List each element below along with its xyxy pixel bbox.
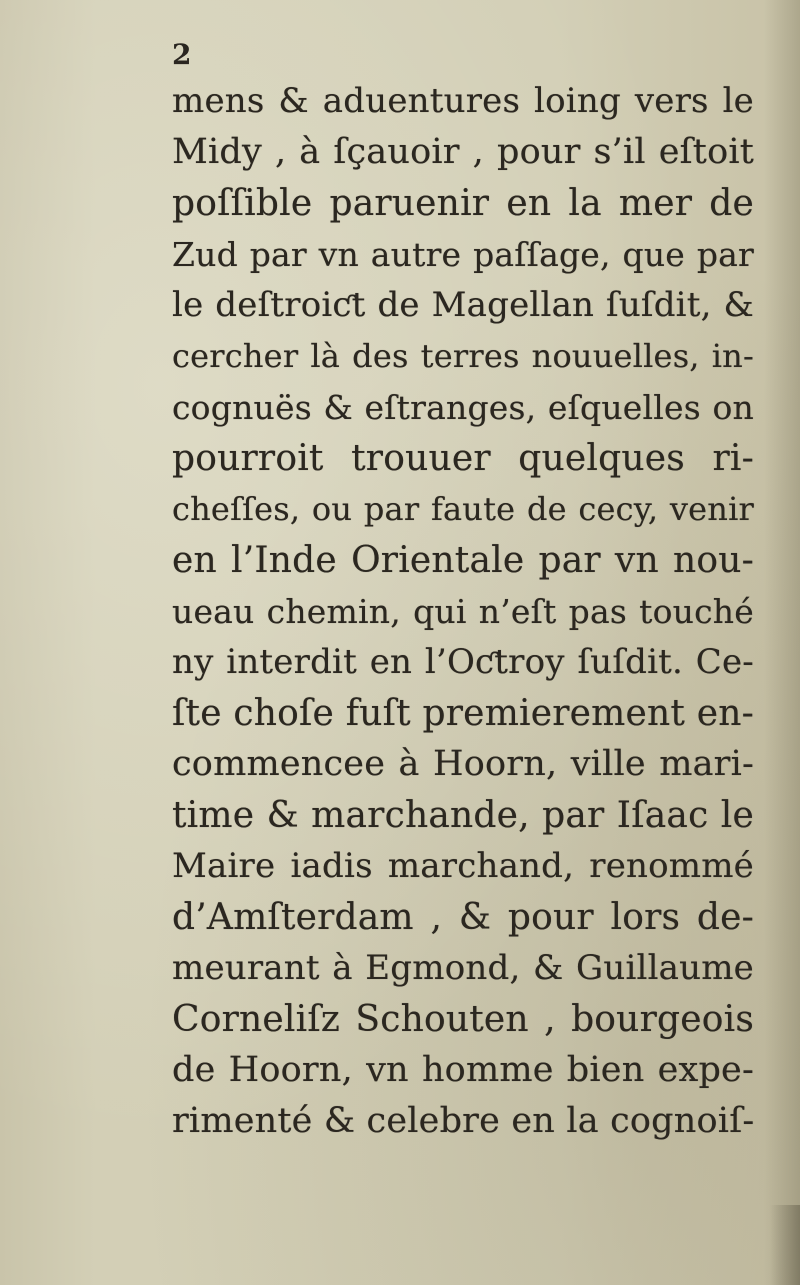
page-edge-shadow — [764, 0, 800, 1285]
body-text — [172, 76, 754, 1147]
text-line: commencee à Hoorn, ville mari- — [172, 744, 754, 784]
text-line: rimenté & celebre en la cognoiſ- — [172, 1101, 755, 1141]
text-line: poſſible paruenir en la mer de — [172, 183, 754, 224]
text-line: time & marchande, par Iſaac le — [172, 795, 754, 836]
text-line: en l’Inde Orientale par vn nou- — [172, 540, 754, 581]
text-line: cercher là des terres nouuelles, in- — [172, 337, 754, 375]
page-corner-shadow — [770, 1205, 800, 1285]
text-line: ny interdit en l’Oƈtroy ſuſdit. Ce- — [172, 642, 754, 682]
text-line: meurant à Egmond, & Guillaume — [172, 948, 754, 988]
page-number: 2 — [172, 38, 192, 71]
text-line: pourroit trouuer quelques ri- — [172, 438, 754, 479]
text-line: Zud par vn autre paſſage, que par — [172, 235, 754, 274]
text-line: ueau chemin, qui n’eſt pas touché — [172, 592, 754, 631]
text-line: le deſtroiƈt de Magellan ſuſdit, & — [172, 285, 754, 325]
text-line: de Hoorn, vn homme bien expe- — [172, 1050, 754, 1090]
text-line: cognuës & eſtranges, eſquelles on — [172, 388, 754, 427]
text-line: cheſſes, ou par faute de cecy, venir — [172, 490, 754, 528]
text-line: mens & aduentures loing vers le — [172, 81, 754, 121]
text-line: ſte choſe fuſt premierement en- — [172, 693, 754, 734]
text-line: Maire iadis marchand, renommé — [172, 846, 754, 886]
text-line: Midy , à ſçauoir , pour s’il eſtoit — [172, 132, 754, 172]
text-line: d’Amſterdam , & pour lors de- — [172, 897, 754, 938]
text-line: Corneliſz Schouten , bourgeois — [172, 999, 754, 1040]
